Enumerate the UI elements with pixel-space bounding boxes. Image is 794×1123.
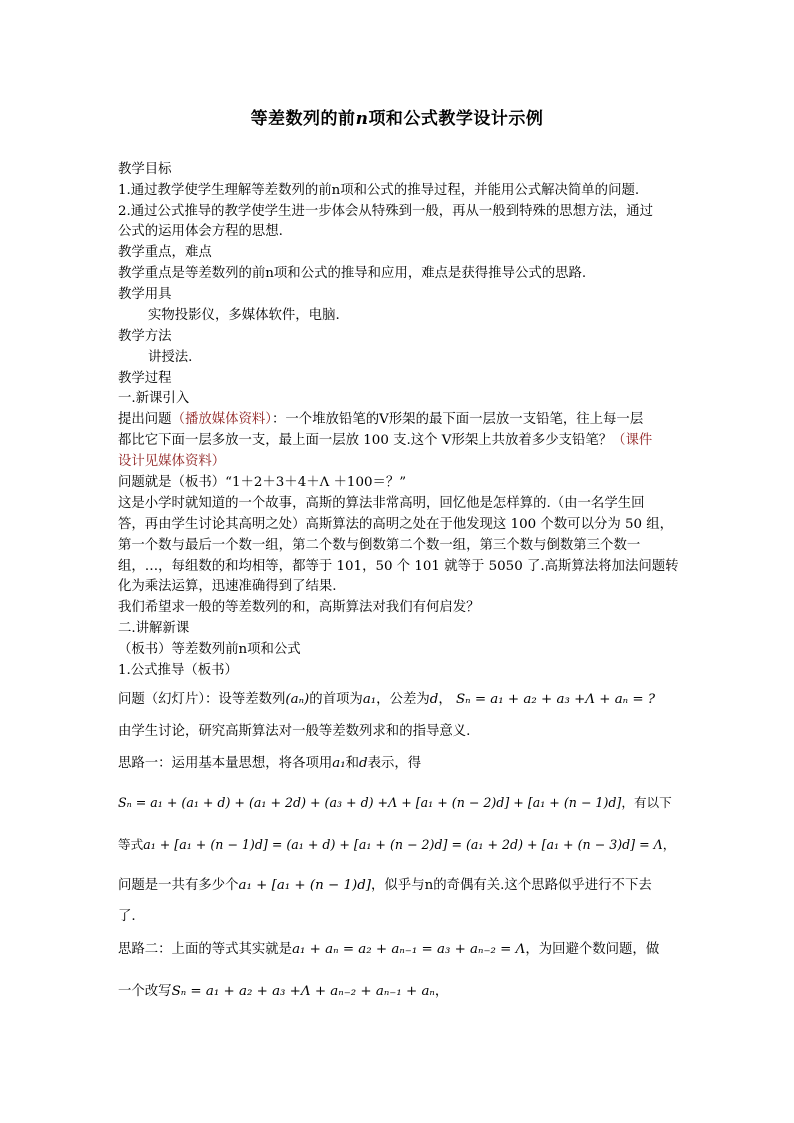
- text-span: 思路一：运用基本量思想，将各项用: [118, 756, 333, 771]
- title-variable: n: [355, 109, 369, 129]
- text-span: 问题是一共有多少个: [118, 878, 239, 893]
- problem-statement: [118, 690, 655, 710]
- text-span: ，有以下: [621, 795, 672, 810]
- math-expansion: Sₙ = a₁ + (a₁ + d) + (a₁ + 2d) + (a₃ + d) +Λ + [a₁ + (n − 2)d] + [a₁ + (n − 1)d]: [118, 795, 622, 810]
- section-heading-key-points: 教学重点，难点: [118, 245, 212, 260]
- math-sum-formula: Sₙ = a₁ + a₂ + a₃ +Λ + aₙ = ?: [455, 692, 656, 707]
- paragraph-line: 实物投影仪，多媒体软件，电脑.: [148, 308, 340, 323]
- math-d: d: [429, 692, 439, 707]
- subsection-heading-intro: 一.新课引入: [118, 391, 190, 406]
- paragraph-line: 了.: [118, 909, 136, 924]
- text-span: 提出问题: [118, 412, 172, 427]
- text-span: ，: [438, 692, 452, 707]
- math-equalities: a₁ + [a₁ + (n − 1)d] = (a₁ + d) + [a₁ + (n − 2)d] = (a₁ + 2d) + [a₁ + (n − 3)d] = Λ: [143, 837, 663, 852]
- text-span: 都比它下面一层多放一支，最上面一层放 100 支.这个 V形架上共放着多少支铅笔？: [118, 433, 613, 448]
- paragraph-line: 化为乘法运算，迅速准确得到了结果.: [118, 579, 337, 594]
- paragraph-line: 由学生讨论，研究高斯算法对一般等差数列求和的指导意义.: [118, 724, 471, 739]
- text-span: ：一个堆放铅笔的V形架的最下面一层放一支铅笔，往上每一层: [272, 412, 644, 427]
- paragraph-line: 组，…，每组数的和均相等，都等于 101，50 个 101 就等于 5050 了.高斯算法将加法问题转: [118, 559, 679, 574]
- section-heading-tools: 教学用具: [118, 287, 172, 302]
- paragraph-line: 教学重点是等差数列的前n项和公式的推导和应用，难点是获得推导公式的思路.: [118, 266, 587, 281]
- paragraph-line: （板书）等差数列前n项和公式: [118, 642, 301, 657]
- idea-one: [118, 754, 421, 774]
- subsection-heading-new-lesson: 二.讲解新课: [118, 621, 190, 636]
- media-note: （课件: [612, 433, 653, 448]
- paragraph-line: [118, 982, 448, 1002]
- text-span: ，: [434, 984, 449, 999]
- math-d: d: [359, 756, 368, 771]
- text-span: ，为回避个数问题，做: [525, 942, 660, 957]
- math-pair: a₁ + [a₁ + (n − 1)d]: [238, 878, 372, 893]
- math-a1: a₁: [362, 692, 377, 707]
- page-title: [0, 104, 794, 129]
- text-span: 一个改写: [118, 984, 172, 999]
- paragraph-line: 讲授法.: [148, 350, 193, 365]
- media-note: （播放媒体资料）: [171, 412, 272, 427]
- paragraph-line: [118, 876, 652, 896]
- paragraph-line: [118, 410, 643, 430]
- text-span: ，公差为: [376, 692, 430, 707]
- math-a1: a₁: [332, 756, 346, 771]
- paragraph-line: 1.通过教学使学生理解等差数列的前n项和公式的推导过程，并能用公式解决简单的问题.: [118, 183, 640, 198]
- paragraph-line: 2.通过公式推导的教学使学生进一步体会从特殊到一般，再从一般到特殊的思想方法，通过: [118, 204, 654, 219]
- section-heading-process: 教学过程: [118, 371, 172, 386]
- text-span: 表示，得: [367, 756, 422, 771]
- equation-line: [118, 793, 672, 813]
- title-text-post: 项和公式教学设计示例: [368, 109, 544, 129]
- title-text-pre: 等差数列的前: [250, 109, 356, 129]
- paragraph-line: 公式的运用体会方程的思想.: [118, 224, 283, 239]
- text-span: 思路二：上面的等式其实就是: [118, 942, 293, 957]
- math-rewrite: Sₙ = a₁ + a₂ + a₃ +Λ + aₙ₋₂ + aₙ₋₁ + aₙ: [171, 984, 435, 999]
- paragraph-line: 问题就是（板书）“1＋2＋3＋4＋Λ ＋100＝？”: [118, 475, 407, 490]
- section-heading-objectives: 教学目标: [118, 162, 172, 177]
- text-span: 的首项为: [309, 692, 363, 707]
- paragraph-line: 我们希望求一般的等差数列的和，高斯算法对我们有何启发？: [118, 600, 480, 615]
- section-heading-method: 教学方法: [118, 329, 172, 344]
- paragraph-line: 答，再由学生讨论其高明之处）高斯算法的高明之处在于他发现这 100 个数可以分为 50 组，: [118, 517, 674, 532]
- text-span: 等式: [118, 837, 144, 852]
- math-pairs-equal: a₁ + aₙ = a₂ + aₙ₋₁ = a₃ + aₙ₋₂ = Λ: [292, 942, 526, 957]
- equation-line: [118, 835, 675, 855]
- idea-two: [118, 940, 659, 960]
- paragraph-line: 1.公式推导（板书）: [118, 663, 238, 678]
- paragraph-line: [118, 431, 652, 451]
- text-span: ，: [662, 837, 676, 852]
- text-span: ，似乎与n的奇偶有关.这个思路似乎进行不下去: [371, 878, 652, 893]
- text-span: 问题（幻灯片）：设等差数列: [118, 692, 286, 707]
- text-span: 和: [345, 756, 359, 771]
- paragraph-line: 第一个数与最后一个数一组，第二个数与倒数第二个数一组，第三个数与倒数第三个数一: [118, 538, 641, 553]
- paragraph-line: 这是小学时就知道的一个故事，高斯的算法非常高明，回忆他是怎样算的.（由一名学生回: [118, 496, 645, 511]
- math-sequence: (aₙ): [285, 692, 310, 707]
- media-note-line: 设计见媒体资料）: [118, 454, 226, 469]
